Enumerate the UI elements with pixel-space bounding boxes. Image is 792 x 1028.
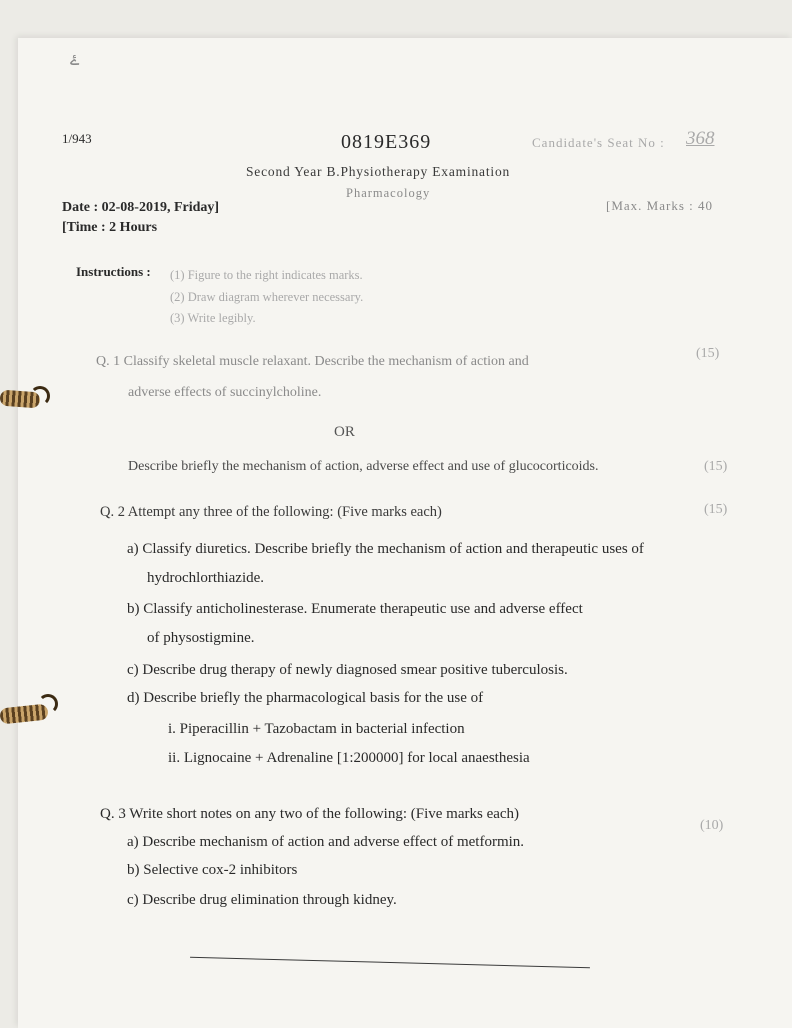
max-marks: [Max. Marks : 40 [606, 198, 713, 213]
q3-a: a) Describe mechanism of action and adverse effect of metformin. [127, 834, 525, 850]
q2-d-i: i. Piperacillin + Tazobactam in bacterial infection [168, 721, 465, 737]
q2-a-line-1: a) Classify diuretics. Describe briefly the mechanism of action and therapeutic uses of [127, 541, 644, 557]
exam-title: Second Year B.Physiotherapy Examination [246, 164, 511, 179]
q1-or: OR [334, 424, 355, 440]
q2-b-line-1: b) Classify anticholinesterase. Enumerate therapeutic use and adverse effect [127, 601, 583, 617]
q1-alt-marks: (15) [704, 459, 728, 474]
q2-d-ii: ii. Lignocaine + Adrenaline [1:200000] for local anaesthesia [168, 750, 530, 766]
binder-hook-bottom [38, 694, 58, 714]
q2-c: c) Describe drug therapy of newly diagnosed smear positive tuberculosis. [127, 662, 568, 678]
instruction-item: (2) Draw diagram wherever necessary. [170, 290, 364, 304]
paper-serial: 0819E369 [341, 131, 432, 153]
marginal-mark: ۓ [70, 52, 80, 69]
q2-d: d) Describe briefly the pharmacological basis for the use of [127, 690, 484, 706]
instructions-label: Instructions : [76, 264, 151, 279]
q2-b-line-2: of physostigmine. [147, 630, 255, 646]
exam-duration: [Time : 2 Hours [62, 220, 158, 235]
instruction-item: (3) Write legibly. [170, 311, 256, 325]
q3-c: c) Describe drug elimination through kidney. [127, 892, 397, 908]
q1-marks: (15) [696, 346, 720, 361]
instruction-item: (1) Figure to the right indicates marks. [170, 268, 363, 282]
q1-line-2: adverse effects of succinylcholine. [128, 385, 322, 400]
q1-alternative: Describe briefly the mechanism of action, adverse effect and use of glucocorticoids. [128, 459, 599, 474]
seat-number: 368 [686, 128, 715, 149]
q3-marks: (10) [700, 818, 724, 833]
subject-title: Pharmacology [346, 186, 431, 200]
binder-hook-top [30, 386, 50, 406]
q2-heading: Q. 2 Attempt any three of the following: (Five marks each) [100, 504, 442, 520]
q2-marks: (15) [704, 502, 728, 517]
exam-date: Date : 02-08-2019, Friday] [62, 200, 220, 215]
q3-b: b) Selective cox-2 inhibitors [127, 862, 298, 878]
q2-a-line-2: hydrochlorthiazide. [147, 570, 265, 586]
q1-line-1: Q. 1 Classify skeletal muscle relaxant. Describe the mechanism of action and [96, 354, 529, 369]
paper-code: 1/943 [62, 131, 92, 146]
seat-label: Candidate's Seat No : [532, 135, 665, 150]
q3-heading: Q. 3 Write short notes on any two of the following: (Five marks each) [100, 806, 520, 822]
